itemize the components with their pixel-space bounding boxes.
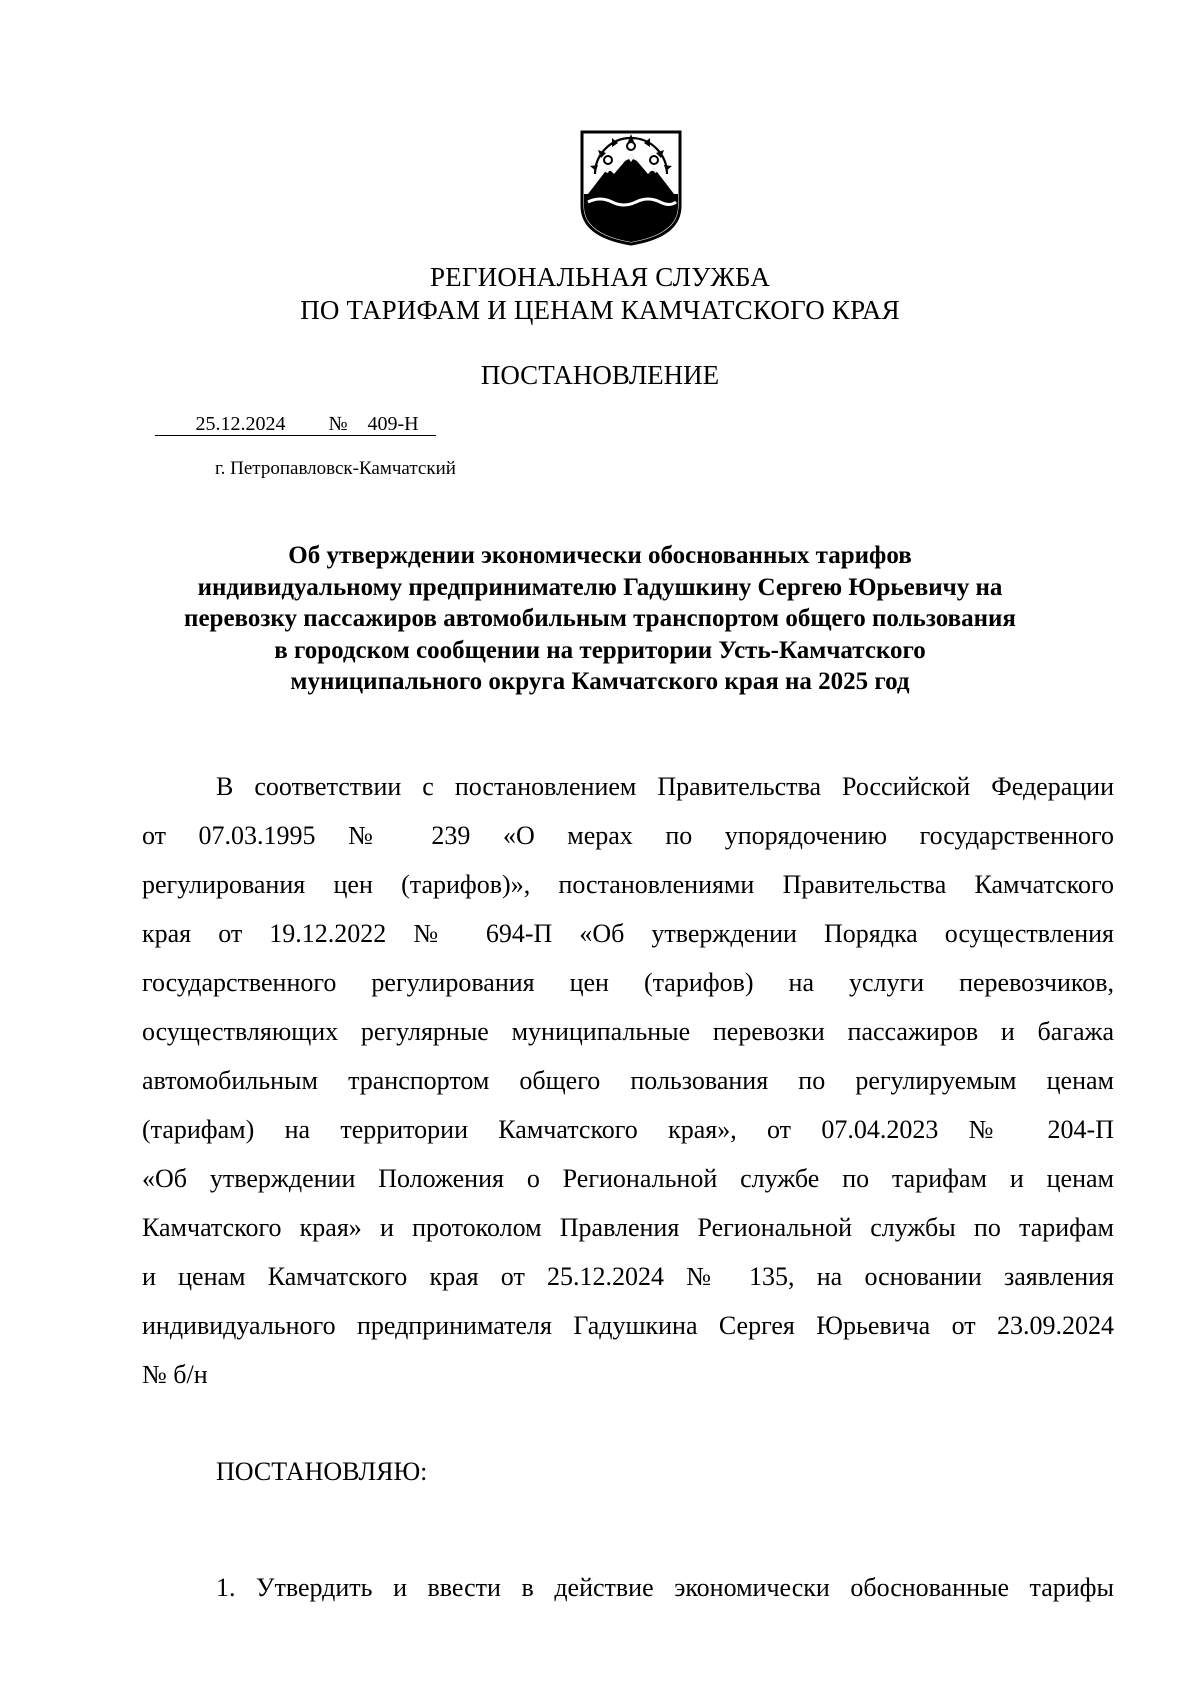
paragraph-line: осуществляющих регулярные муниципальные перевозки пассажиров и багажа (142, 1017, 1114, 1046)
paragraph-line: регулирования цен (тарифов)», постановлениями Правительства Камчатского (142, 870, 1114, 899)
paragraph-line: индивидуального предпринимателя Гадушкина Сергея Юрьевича от 23.09.2024 (142, 1311, 1114, 1340)
paragraph-line: государственного регулирования цен (тарифов) на услуги перевозчиков, (142, 968, 1114, 997)
paragraph-line: автомобильным транспортом общего пользования по регулируемым ценам (142, 1066, 1114, 1095)
paragraph-line: и ценам Камчатского края от 25.12.2024 № 135, на основании заявления (142, 1262, 1114, 1291)
kamchatka-coat-of-arms-icon (578, 128, 684, 246)
city: г. Петропавловск-Камчатский (215, 458, 456, 479)
preamble-paragraph (142, 762, 1114, 1399)
title-line: Об утверждении экономически обоснованных тарифов (288, 542, 912, 569)
resolve-heading: ПОСТАНОВЛЯЮ: (216, 1457, 428, 1486)
paragraph-line: от 07.03.1995 № 239 «О мерах по упорядочению государственного (142, 821, 1114, 850)
document-type: ПОСТАНОВЛЕНИЕ (480, 360, 720, 390)
document-date: 25.12.2024 (155, 413, 326, 436)
document-number: 409-Н (350, 413, 436, 436)
paragraph-line: (тарифам) на территории Камчатского края», от 07.04.2023 № 204-П (142, 1115, 1114, 1144)
paragraph-line: «Об утверждении Положения о Региональной службе по тарифам и ценам (142, 1164, 1114, 1193)
number-sign: № (326, 413, 350, 436)
document-title (130, 540, 1070, 698)
org-name-line1: РЕГИОНАЛЬНАЯ СЛУЖБА (429, 262, 771, 292)
title-line: в городском сообщении на территории Усть-Камчатского (274, 636, 926, 664)
clause-1: 1. Утвердить и ввести в действие экономически обоснованные тарифы (216, 1573, 1114, 1602)
org-name-line2: ПО ТАРИФАМ И ЦЕНАМ КАМЧАТСКОГО КРАЯ (300, 295, 900, 325)
title-line: перевозку пассажиров автомобильным транспортом общего пользования (184, 605, 1016, 632)
paragraph-line: № б/н (142, 1360, 208, 1389)
title-line: муниципального округа Камчатского края на 2025 год (290, 668, 910, 695)
title-line: индивидуальному предпринимателю Гадушкину Сергею Юрьевичу на (197, 573, 1003, 601)
paragraph-line: края от 19.12.2022 № 694-П «Об утверждении Порядка осуществления (142, 919, 1114, 948)
paragraph-line: В соответствии с постановлением Правительства Российской Федерации (216, 772, 1114, 801)
paragraph-line: Камчатского края» и протоколом Правления Региональной службы по тарифам (142, 1213, 1114, 1242)
